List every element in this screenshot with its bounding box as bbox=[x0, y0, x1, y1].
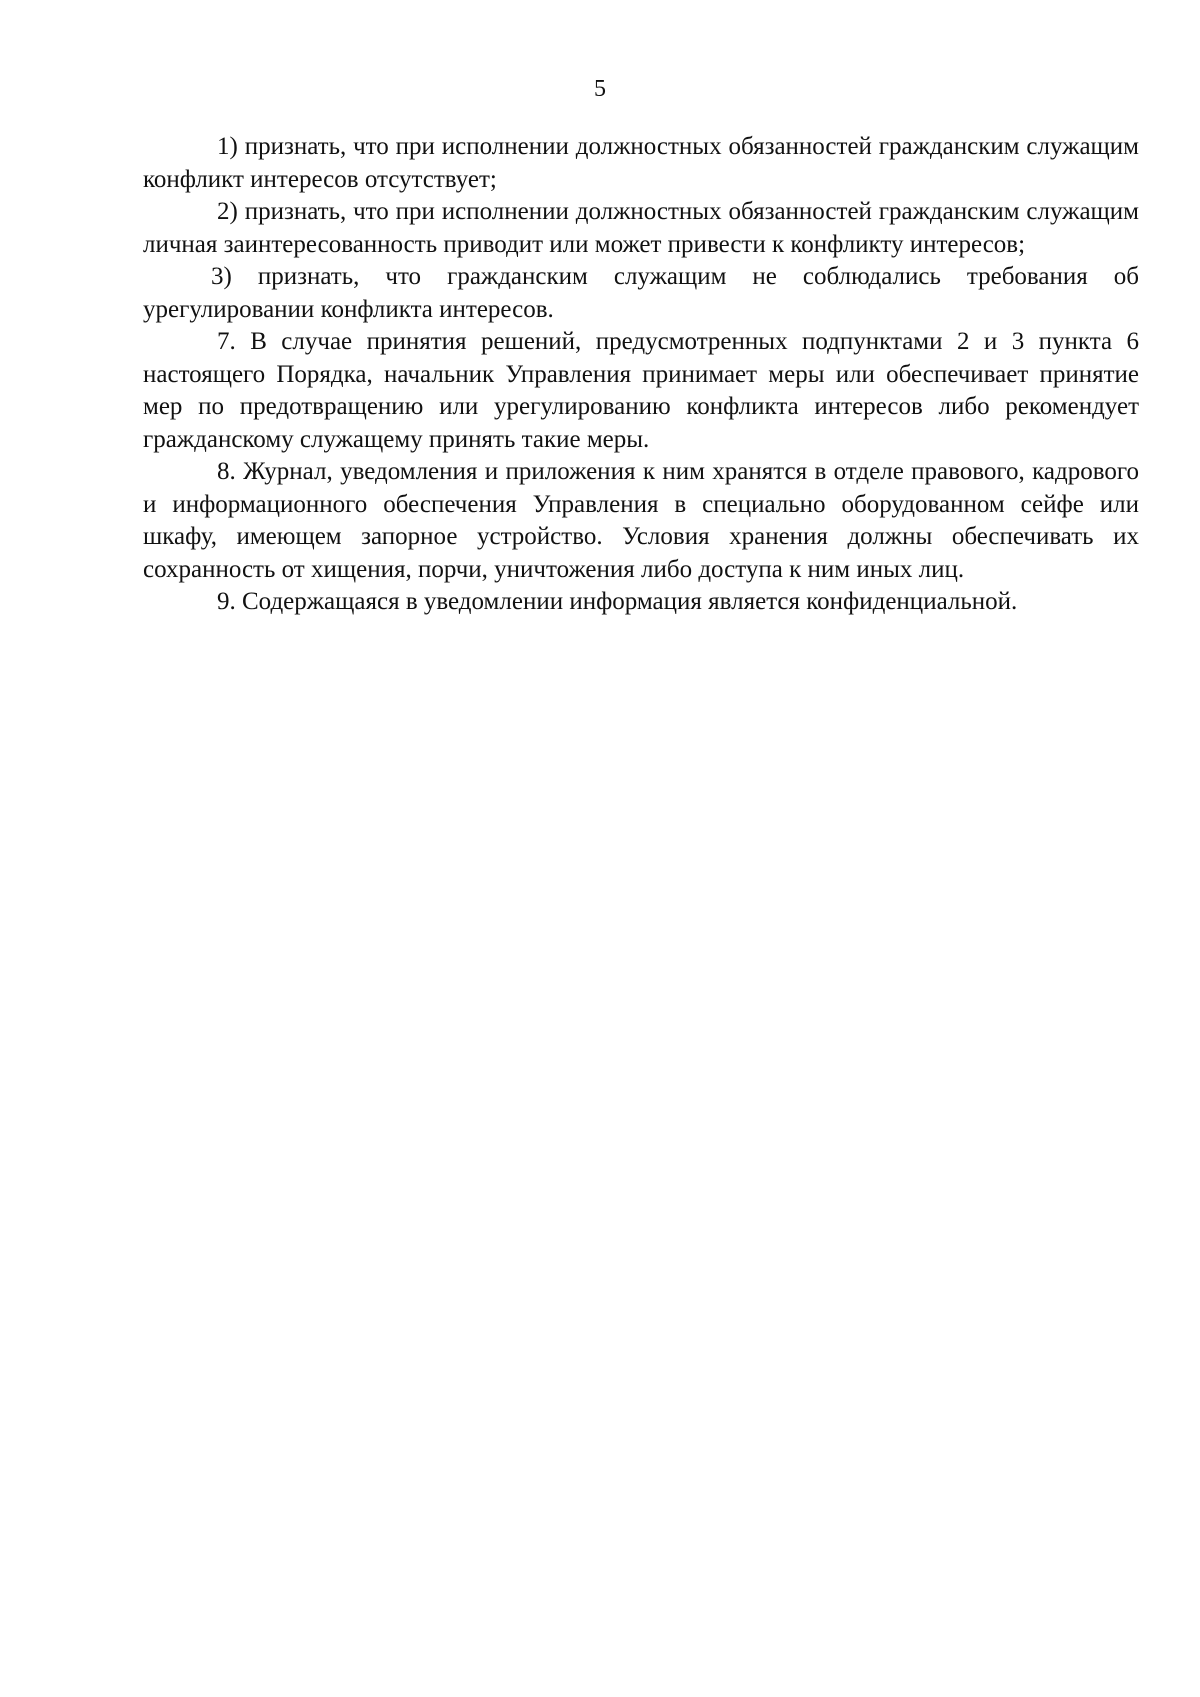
paragraph-subitem-1: 1) признать, что при исполнении должностных обязанностей гражданским служащим конфликт интересов отсутствует; bbox=[143, 133, 1139, 193]
paragraph-item-9: 9. Содержащаяся в уведомлении информация является конфиденциальной. bbox=[217, 588, 1018, 615]
paragraph-item-7: 7. В случае принятия решений, предусмотренных подпунктами 2 и 3 пункта 6 настоящего Порядка, начальник Управления принимает меры или обеспечивает принятие мер по предотвращению или урегулированию конфликта интересов либо рекомендует гражданскому служащему принять такие меры. bbox=[143, 328, 1139, 453]
document-body bbox=[143, 131, 1139, 619]
page-number: 5 bbox=[594, 76, 606, 102]
paragraph-subitem-2: 2) признать, что при исполнении должностных обязанностей гражданским служащим личная заинтересованность приводит или может привести к конфликту интересов; bbox=[143, 198, 1139, 258]
paragraph-subitem-3: 3) признать, что гражданским служащим не соблюдались требования об урегулировании конфликта интересов. bbox=[143, 263, 1139, 323]
paragraph-item-8: 8. Журнал, уведомления и приложения к ним хранятся в отделе правового, кадрового и информационного обеспечения Управления в специально оборудованном сейфе или шкафу, имеющем запорное устройство. Условия хранения должны обеспечивать их сохранность от хищения, порчи, уничтожения либо доступа к ним иных лиц. bbox=[143, 458, 1139, 583]
